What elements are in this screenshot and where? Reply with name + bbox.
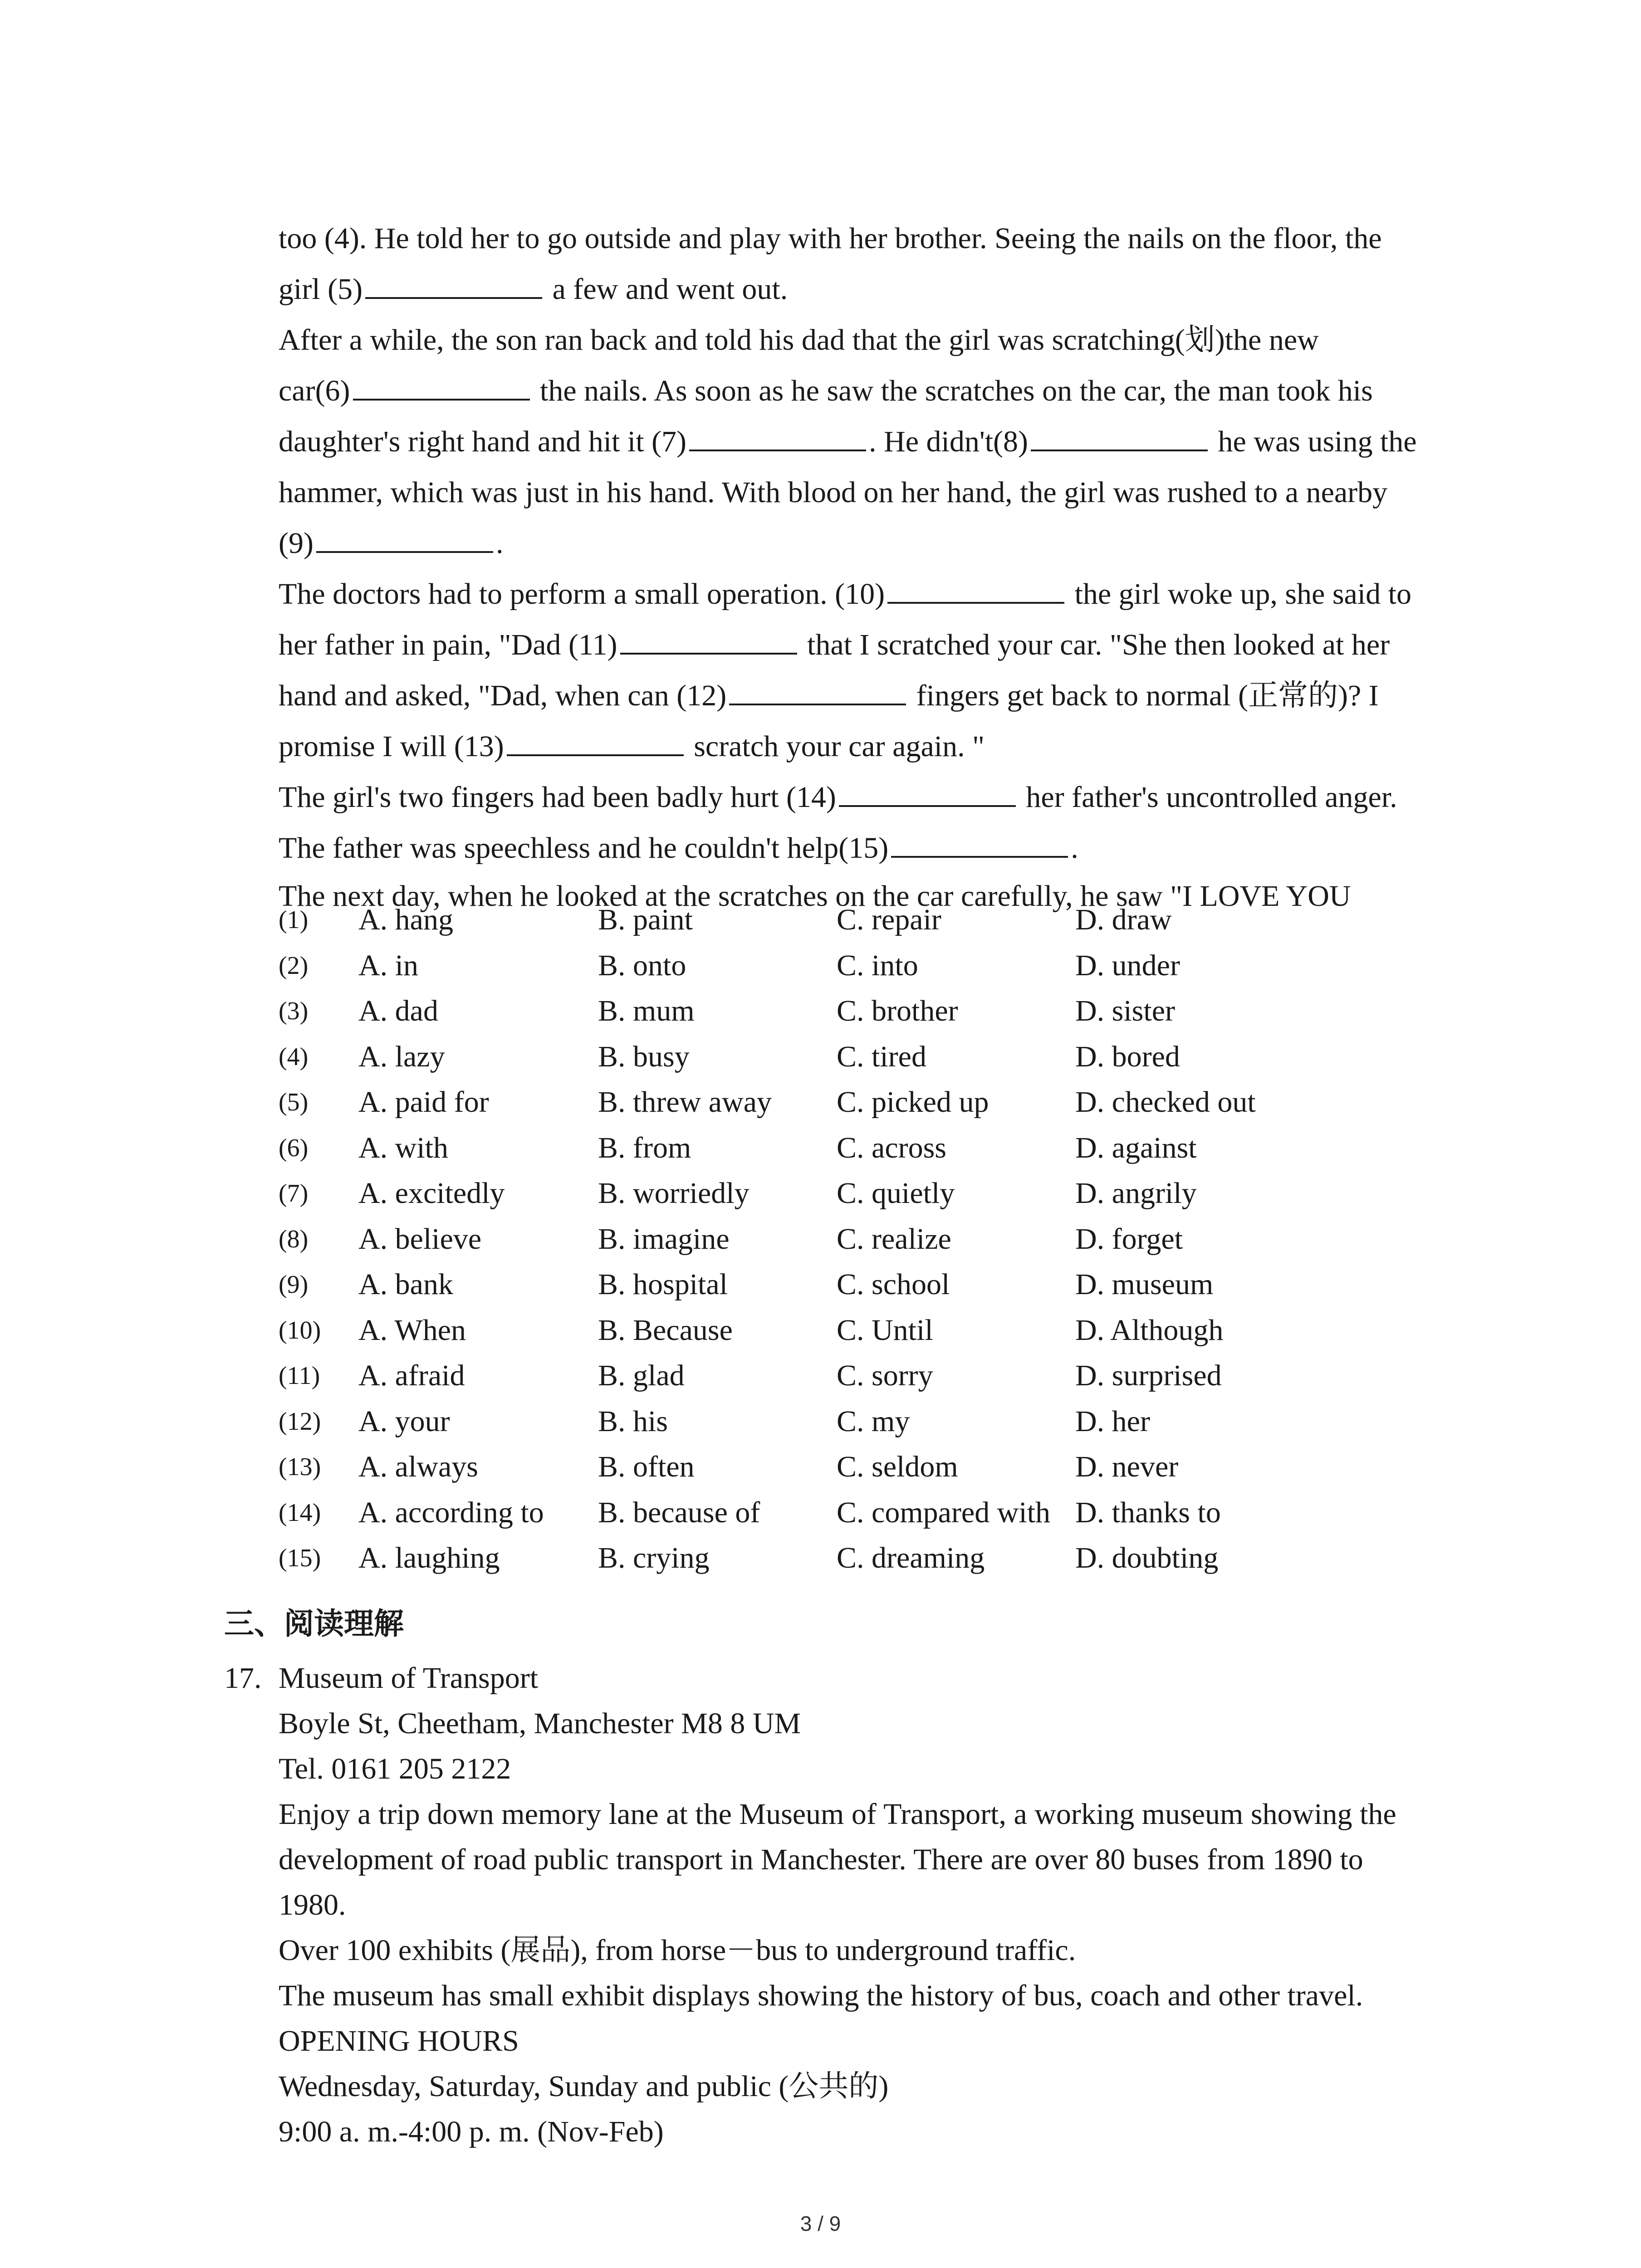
option-d: D. doubting xyxy=(1075,1541,1219,1574)
passage-line: (9) . xyxy=(279,518,1440,569)
answer-blank xyxy=(620,626,797,655)
reading-line: 9:00 a. m.-4:00 p. m. (Nov-Feb) xyxy=(279,2115,664,2148)
option-d: D. Although xyxy=(1075,1313,1224,1347)
option-number: (8) xyxy=(279,1225,309,1253)
option-a: A. When xyxy=(358,1313,466,1347)
question-number: 17. xyxy=(224,1662,262,1695)
option-b: B. because of xyxy=(598,1496,760,1529)
option-a: A. believe xyxy=(358,1222,482,1256)
option-d: D. forget xyxy=(1075,1222,1183,1256)
option-c: C. repair xyxy=(837,903,941,936)
reading-line: The museum has small exhibit displays showing the history of bus, coach and other travel. xyxy=(279,1979,1363,2012)
option-number: (2) xyxy=(279,951,309,980)
option-b: B. glad xyxy=(598,1359,685,1392)
passage-line: The father was speechless and he couldn't help(15) . xyxy=(279,823,1440,874)
passage-line: hand and asked, "Dad, when can (12) fingers get back to normal (正常的)? I xyxy=(279,670,1440,721)
option-row xyxy=(279,1308,1458,1354)
option-a: A. hang xyxy=(358,903,453,936)
reading-line: Enjoy a trip down memory lane at the Museum of Transport, a working museum showing the xyxy=(279,1798,1396,1831)
reading-line: Museum of Transport xyxy=(279,1662,539,1695)
option-d: D. against xyxy=(1075,1131,1197,1164)
option-c: C. into xyxy=(837,948,918,982)
option-row xyxy=(279,1125,1458,1171)
option-row xyxy=(279,1080,1458,1125)
passage-line: car(6) the nails. As soon as he saw the scratches on the car, the man took his xyxy=(279,366,1440,416)
answer-blank xyxy=(1031,422,1208,451)
option-row xyxy=(279,1535,1458,1581)
option-row xyxy=(279,1262,1458,1308)
option-d: D. under xyxy=(1075,948,1180,982)
option-a: A. afraid xyxy=(358,1359,465,1392)
option-row xyxy=(279,1353,1458,1399)
option-d: D. sister xyxy=(1075,994,1175,1027)
option-d: D. museum xyxy=(1075,1268,1214,1301)
option-row xyxy=(279,1399,1458,1445)
option-row xyxy=(279,1034,1458,1080)
option-number: (6) xyxy=(279,1134,309,1162)
option-number: (11) xyxy=(279,1362,320,1390)
option-a: A. lazy xyxy=(358,1040,445,1073)
option-b: B. from xyxy=(598,1131,691,1164)
answer-blank xyxy=(839,778,1016,807)
option-c: C. picked up xyxy=(837,1085,989,1119)
option-b: B. hospital xyxy=(598,1268,728,1301)
option-number: (15) xyxy=(279,1544,321,1572)
option-a: A. excitedly xyxy=(358,1177,505,1210)
option-b: B. onto xyxy=(598,948,686,982)
option-row xyxy=(279,1171,1458,1217)
option-row xyxy=(279,988,1458,1034)
answer-blank xyxy=(365,270,542,299)
option-d: D. bored xyxy=(1075,1040,1180,1073)
reading-line: 1980. xyxy=(279,1888,346,1921)
option-d: D. surprised xyxy=(1075,1359,1222,1392)
cloze-passage xyxy=(279,213,1440,919)
option-b: B. Because xyxy=(598,1313,733,1347)
passage-line: her father in pain, "Dad (11) that I scratched your car. "She then looked at her xyxy=(279,620,1440,670)
option-number: (3) xyxy=(279,997,309,1025)
option-a: A. in xyxy=(358,948,418,982)
page-number: 3 / 9 xyxy=(800,2212,841,2235)
option-a: A. dad xyxy=(358,994,438,1027)
option-d: D. thanks to xyxy=(1075,1496,1221,1529)
answer-blank xyxy=(689,422,866,451)
passage-line: The next day, when he looked at the scratches on the car carefully, he saw "I LOVE YOU xyxy=(279,880,1351,913)
option-d: D. draw xyxy=(1075,903,1172,936)
option-row xyxy=(279,1217,1458,1262)
option-b: B. often xyxy=(598,1450,695,1483)
passage-line: girl (5) a few and went out. xyxy=(279,264,1440,315)
option-b: B. paint xyxy=(598,903,693,936)
passage-line: too (4). He told her to go outside and play with her brother. Seeing the nails on the floor, the xyxy=(279,222,1382,255)
option-b: B. worriedly xyxy=(598,1177,749,1210)
option-number: (9) xyxy=(279,1271,309,1299)
option-c: C. compared with xyxy=(837,1496,1051,1529)
option-d: D. never xyxy=(1075,1450,1179,1483)
option-a: A. with xyxy=(358,1131,448,1164)
option-d: D. angrily xyxy=(1075,1177,1197,1210)
option-a: A. laughing xyxy=(358,1541,500,1574)
option-number: (5) xyxy=(279,1088,309,1116)
passage-line: hammer, which was just in his hand. With blood on her hand, the girl was rushed to a nearby xyxy=(279,476,1388,509)
option-b: B. threw away xyxy=(598,1085,772,1119)
section-title: 三、阅读理解 xyxy=(224,1606,404,1641)
passage-line: The doctors had to perform a small operation. (10) the girl woke up, she said to xyxy=(279,569,1440,620)
option-d: D. checked out xyxy=(1075,1085,1256,1119)
option-number: (4) xyxy=(279,1042,309,1071)
option-number: (14) xyxy=(279,1498,321,1527)
option-c: C. dreaming xyxy=(837,1541,985,1574)
answer-blank xyxy=(891,829,1068,858)
passage-line: The girl's two fingers had been badly hurt (14) her father's uncontrolled anger. xyxy=(279,772,1440,823)
option-a: A. your xyxy=(358,1404,450,1438)
reading-line: OPENING HOURS xyxy=(279,2024,519,2058)
option-b: B. mum xyxy=(598,994,695,1027)
option-a: A. bank xyxy=(358,1268,453,1301)
option-a: A. paid for xyxy=(358,1085,489,1119)
option-c: C. sorry xyxy=(837,1359,933,1392)
option-c: C. quietly xyxy=(837,1177,955,1210)
option-c: C. across xyxy=(837,1131,946,1164)
option-c: C. brother xyxy=(837,994,958,1027)
option-c: C. tired xyxy=(837,1040,926,1073)
option-row xyxy=(279,897,1458,943)
option-number: (12) xyxy=(279,1407,321,1436)
answer-blank xyxy=(353,371,530,401)
reading-line: Over 100 exhibits (展品), from horse－bus to underground traffic. xyxy=(279,1934,1076,1967)
option-c: C. Until xyxy=(837,1313,933,1347)
option-number: (10) xyxy=(279,1316,321,1344)
option-c: C. realize xyxy=(837,1222,951,1256)
option-number: (1) xyxy=(279,906,309,934)
option-a: A. always xyxy=(358,1450,478,1483)
option-c: C. my xyxy=(837,1404,910,1438)
answer-blank xyxy=(729,676,906,705)
option-row xyxy=(279,1490,1458,1536)
reading-line: Wednesday, Saturday, Sunday and public (公共的) xyxy=(279,2070,889,2103)
option-a: A. according to xyxy=(358,1496,544,1529)
option-d: D. her xyxy=(1075,1404,1150,1438)
option-b: B. his xyxy=(598,1404,668,1438)
option-b: B. crying xyxy=(598,1541,710,1574)
answer-blank xyxy=(507,727,684,756)
question-body xyxy=(279,1656,1449,2155)
option-row xyxy=(279,1444,1458,1490)
reading-line: development of road public transport in Manchester. There are over 80 buses from 1890 to xyxy=(279,1843,1363,1876)
option-c: C. seldom xyxy=(837,1450,958,1483)
passage-line: daughter's right hand and hit it (7) . He didn't(8) he was using the xyxy=(279,416,1440,467)
option-c: C. school xyxy=(837,1268,950,1301)
answer-blank xyxy=(887,575,1064,604)
option-number: (7) xyxy=(279,1179,309,1207)
reading-line: Tel. 0161 205 2122 xyxy=(279,1752,511,1785)
passage-line: After a while, the son ran back and told his dad that the girl was scratching(划)the new xyxy=(279,323,1319,357)
reading-line: Boyle St, Cheetham, Manchester M8 8 UM xyxy=(279,1707,801,1740)
option-number: (13) xyxy=(279,1453,321,1481)
option-b: B. busy xyxy=(598,1040,690,1073)
passage-line: promise I will (13) scratch your car again. " xyxy=(279,721,1440,772)
options-list xyxy=(279,897,1458,1581)
option-row xyxy=(279,943,1458,989)
option-b: B. imagine xyxy=(598,1222,730,1256)
answer-blank xyxy=(316,524,493,553)
